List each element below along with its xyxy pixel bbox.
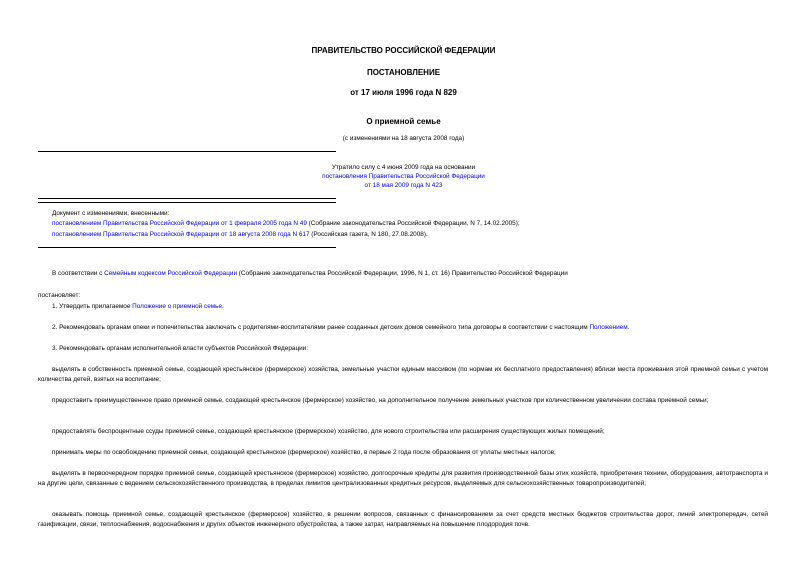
repeal-link-line1[interactable] <box>0 173 807 182</box>
regulation-link-2[interactable]: Положением <box>589 324 628 331</box>
regulation-link[interactable]: Положение о приемной семье <box>132 303 223 310</box>
list-item: предоставить преимущественное право приемной семье, создающей крестьянское (фермерское) хозяйство, на дополнительное получение земельных участков при количественном увеличении состава приемной семьи; <box>52 397 709 404</box>
list-item: выделять в собственность приемной семье, создающей крестьянское (фермерское) хозяйства, земельные участки единым массивом (по нормам их бесплатного предоставления) вблизи места проживания этой приемной семьи с учетом количества детей, взятых на воспитание; <box>38 366 768 383</box>
clause-2: 2. Рекомендовать органам опеки и попечительства заключать с родителями-воспитателями ранее созданных детских домов семейного типа договоры в соответствии с настоящим Положением. <box>52 324 630 331</box>
change-link[interactable]: постановлением Правительства Российской Федерации от 18 августа 2008 года N 617 <box>52 231 310 238</box>
family-code-link[interactable]: Семейным кодексом Российской Федерации <box>104 270 238 277</box>
repeal-link-line2[interactable] <box>0 182 807 191</box>
document-title: О приемной семье <box>366 117 441 126</box>
list-item: принимать меры по освобождению приемной семьи, создающей крестьянское (фермерское) хозяйство, в первые 2 года после образования от уплаты местных налогов; <box>52 449 556 456</box>
list-item: предоставлять беспроцентные ссуды приемной семье, создающей крестьянское (фермерское) хозяйство, для нового строительства или расширения существующих жилых помещений; <box>52 428 605 435</box>
preamble: В соответствии с Семейным кодексом Российской Федерации (Собрание законодательства Российской Федерации, 1996, N 1, ст. 16) Правительство Российской Федерации <box>52 270 568 277</box>
change-source: (Российская газета, N 180, 27.08.2008). <box>309 231 428 238</box>
government-name: ПРАВИТЕЛЬСТВО РОССИЙСКОЙ ФЕДЕРАЦИИ <box>311 46 496 55</box>
repeal-decree-link[interactable]: постановления Правительства Российской Федерации <box>322 173 485 180</box>
document-type: ПОСТАНОВЛЕНИЕ <box>366 68 441 77</box>
change-source: (Собрание законодательства Российской Федерации, N 7, 14.02.2005); <box>306 220 520 227</box>
change-item <box>52 220 520 229</box>
list-item: выделять в первоочередном порядке приемной семье, создающей крестьянское (фермерское) хозяйство, долгосрочные кредиты для развития производственной базы этих хозяйств, приобретения техники, оборудования, автотранспорта и на другие цели, связанные с ведением сельскохозяйственного производства, в пределах лимитов централизованных кредитных ресурсов, выделяемых для сельскохозяйственных товаропроизводителей; <box>38 470 768 487</box>
divider <box>38 247 336 248</box>
document-date-number: от 17 июля 1996 года N 829 <box>350 88 457 97</box>
amendments-note: (с изменениями на 18 августа 2008 года) <box>342 135 465 142</box>
clause-3: 3. Рекомендовать органам исполнительной власти субъектов Российской Федерации: <box>52 345 309 352</box>
change-link[interactable]: постановлением Правительства Российской Федерации от 1 февраля 2005 года N 49 <box>52 220 307 227</box>
clause-1: 1. Утвердить прилагаемое Положение о приемной семье. <box>52 303 224 310</box>
repeal-decree-date-link[interactable]: от 18 мая 2009 года N 423 <box>364 182 443 189</box>
divider <box>38 202 336 203</box>
divider <box>38 151 336 152</box>
changes-heading: Документ с изменениями, внесенными: <box>52 210 170 217</box>
divider <box>38 198 336 199</box>
list-item: оказывать помощь приемной семье, создающей крестьянское (фермерское) хозяйство, в решении вопросов, связанных с финансированием за счет средств местных бюджетов строительства дорог, линий электропередач, сетей газификации, связи, теплоснабжения, водоснабжения и других объектов инженерного обустройства, а также затрат, направляемых на повышение плодородия почв. <box>38 511 768 528</box>
repeal-notice: Утратило силу с 4 июня 2009 года на основании <box>331 164 476 171</box>
change-item <box>52 231 428 240</box>
decree-word: постановляет: <box>38 292 81 299</box>
